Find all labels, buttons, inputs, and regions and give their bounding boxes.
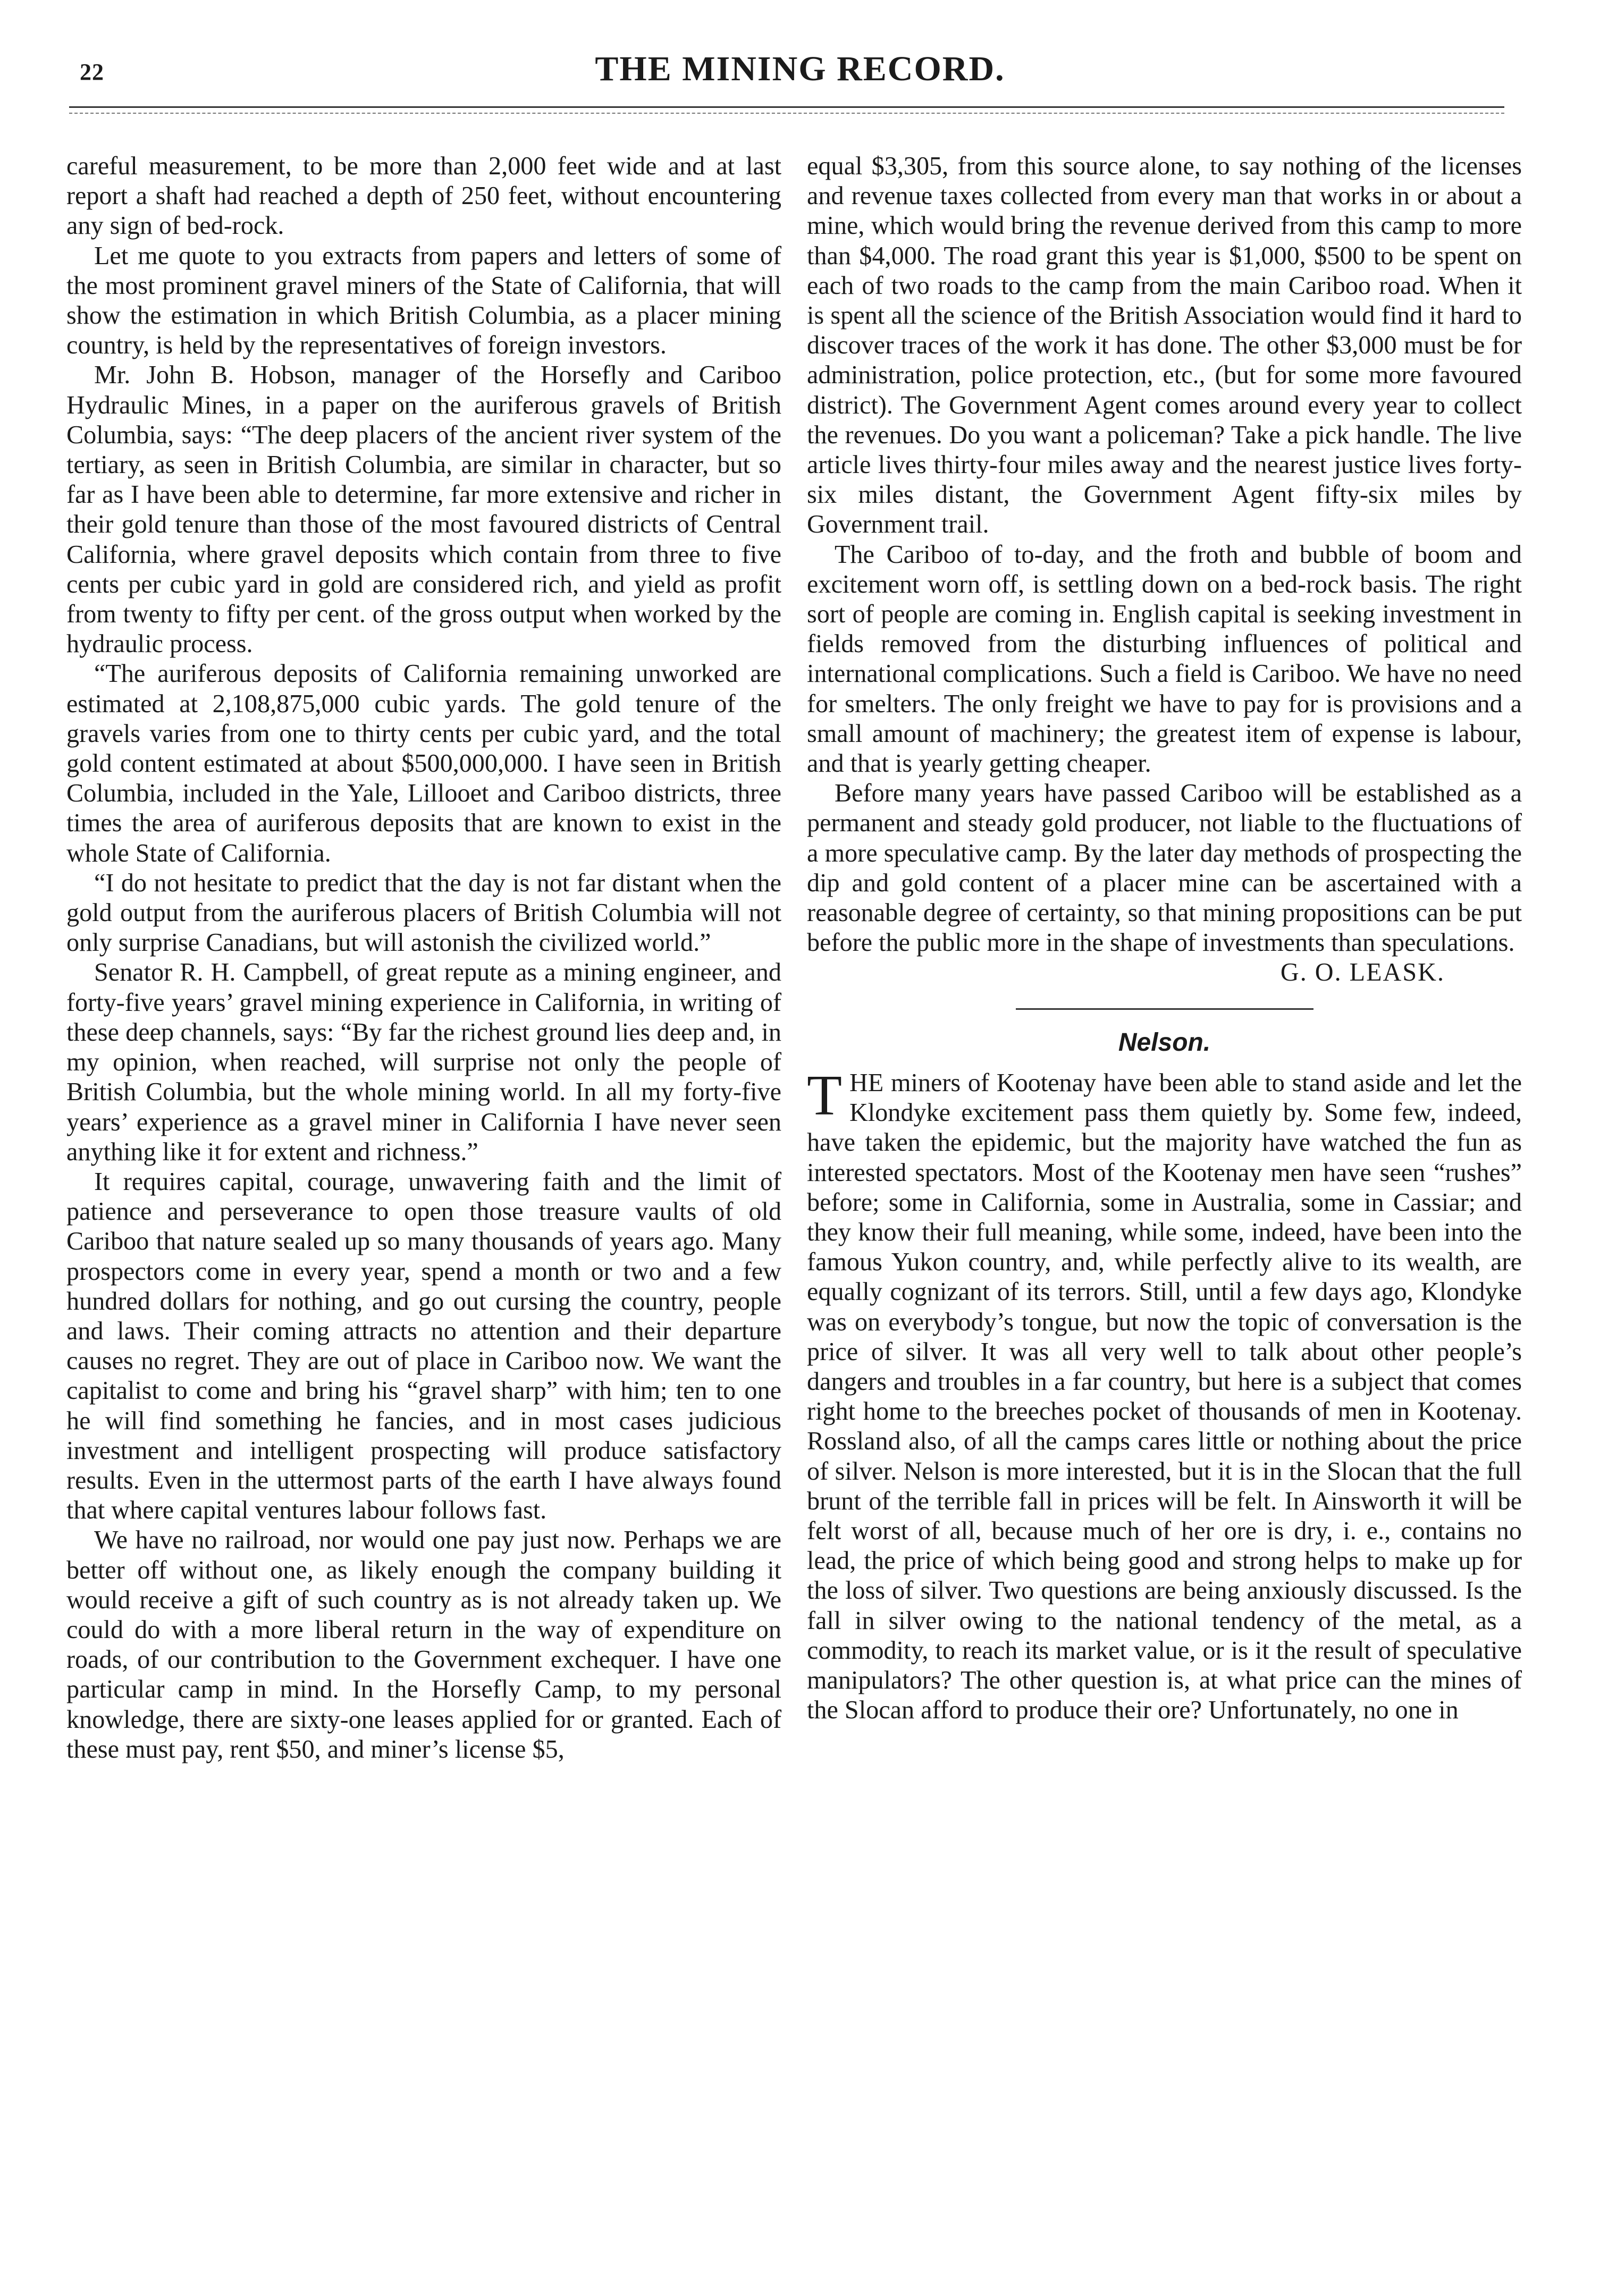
paragraph: Let me quote to you extracts from papers and letters of some of the most prominent gravel miners of the State of California, that will show the estimation in which British Columbia, as a placer mining country, is held by the representatives of foreign investors. bbox=[66, 241, 781, 360]
paragraph: “The auriferous deposits of California remaining unworked are estimated at 2,108,875,000 cubic yards. The gold tenure of the gravels varies from one to thirty cents per cubic yard, and the total gold content estimated at about $500,000,000. I have seen in British Columbia, included in the Yale, Lillooet and Cariboo districts, three times the area of auriferous deposits that are known to exist in the whole State of California. bbox=[66, 660, 781, 867]
section-divider bbox=[1016, 1008, 1313, 1010]
drop-cap: T bbox=[807, 1063, 842, 1127]
paragraph: It requires capital, courage, unwavering faith and the limit of patience and perseverance to open those treasure vaults of old Cariboo that nature sealed up so many thousands of years ago. Many prospectors come in every year, spend a month or two and a few hundred dollars for nothing, and go out cursing the country, people and laws. Their coming attracts no attention and their departure causes no regret. They are out of place in Cariboo now. We want the capitalist to come and bring his “gravel sharp” with him; ten to one he will find something he fancies, and in most cases judicious investment and intelligent prospecting will produce satisfactory results. Even in the uttermost parts of the earth I have always found that where capital ventures labour follows fast. bbox=[66, 1167, 781, 1525]
paragraph: equal $3,305, from this source alone, to say nothing of the licenses and revenue taxes collected from every man that works in or about a mine, which would bring the revenue derived from this camp to more than $4,000. The road grant this year is $1,000, $500 to be spent on each of two roads to the camp from the main Cariboo road. When it is spent all the science of the British Association would find it hard to discover traces of the work it has done. The other $3,000 must be for administration, police protection, etc., (but for some more favoured district). The Government Agent comes around every year to collect the revenues. Do you want a policeman? Take a pick handle. The live article lives thirty-four miles away and the nearest justice lives forty-six miles distant, the Government Agent fifty-six miles by Government trail. bbox=[807, 152, 1522, 539]
page-title: THE MINING RECORD. bbox=[595, 49, 1005, 88]
paragraph: Mr. John B. Hobson, manager of the Horsefly and Cariboo Hydraulic Mines, in a paper on the auriferous gravels of British Columbia, says: “The deep placers of the ancient river system of the tertiary, as seen in British Columbia, are similar in character, but so far as I have been able to determine, far more extensive and richer in their gold tenure than those of the most favoured districts of Central California, where gravel deposits which contain from three to five cents per cubic yard in gold are considered rich, and yield as profit from twenty to fifty per cent. of the gross output when worked by the hydraulic process. bbox=[66, 361, 781, 659]
header-rule bbox=[69, 106, 1504, 108]
paragraph: We have no railroad, nor would one pay just now. Perhaps we are better off without one, as likely enough the company building it would receive a gift of such country as is not already taken up. We could do with a more liberal return in the way of expenditure on roads, of our contribution to the Government exchequer. I have one particular camp in mind. In the Horsefly Camp, to my personal knowledge, there are sixty-one leases applied for or granted. Each of these must pay, rent $50, and miner’s license $5, bbox=[66, 1526, 781, 1763]
left-column bbox=[66, 151, 781, 1765]
paragraph: The Cariboo of to-day, and the froth and bubble of boom and excitement worn off, is settling down on a bed-rock basis. The right sort of people are coming in. English capital is seeking investment in fields removed from the disturbing influences of political and international complications. Such a field is Cariboo. We have no need for smelters. The only freight we have to pay for is provisions and a small amount of machinery; the greatest item of expense is labour, and that is yearly getting cheaper. bbox=[807, 540, 1522, 778]
right-column bbox=[807, 151, 1522, 1725]
paragraph: Senator R. H. Campbell, of great repute as a mining engineer, and forty-five years’ gravel mining experience in California, in writing of these deep channels, says: “By far the richest ground lies deep and, in my opinion, when reached, will surprise not only the people of British Columbia, but the whole mining world. In all my forty-five years’ experience as a gravel miner in California I have never seen anything like it for extent and richness.” bbox=[66, 958, 781, 1166]
paragraph: “I do not hesitate to predict that the day is not far distant when the gold output from the auriferous placers of British Columbia will not only surprise Canadians, but will astonish the civilized world.” bbox=[66, 868, 781, 957]
paragraph: careful measurement, to be more than 2,000 feet wide and at last report a shaft had reached a depth of 250 feet, without encountering any sign of bed-rock. bbox=[66, 152, 781, 240]
page-number: 22 bbox=[80, 59, 104, 85]
author-signature: G. O. LEASK. bbox=[1280, 958, 1445, 987]
paragraph-text: HE miners of Kootenay have been able to stand aside and let the Klondyke excitement pass them quietly by. Some few, indeed, have taken the epidemic, but the majority have watched the fun as interested spectators. Most of the Kootenay men have seen “rushes” before; some in California, some in Australia, some in Cassiar; and they know their full meaning, while some, indeed, have been into the famous Yukon country, and, while perfectly alive to its wealth, are equally cognizant of its terrors. Still, until a few days ago, Klondyke was on everybody’s tongue, but now the topic of conversation is the price of silver. It was all very well to talk about other people’s dangers and troubles in a far country, but here is a subject that comes right home to the breeches pocket of thousands of men in Kootenay. Rossland also, of all the camps cares little or nothing about the price of silver. Nelson is more interested, but it is in the Slocan that the full brunt of the terrible fall in prices will be felt. In Ainsworth it will be felt worst of all, because much of her ore is dry, i. e., contains no lead, the price of which being good and strong helps to make up for the loss of silver. Two questions are being anxiously discussed. Is the fall in silver owing to the national tendency of the metal, as a commodity, to reach its market value, or is it the result of speculative manipulators? The other question is, at what price can the mines of the Slocan afford to produce their ore? Unfortunately, no one in bbox=[807, 1068, 1522, 1725]
section-heading: Nelson. bbox=[1118, 1028, 1211, 1057]
paragraph: Before many years have passed Cariboo will be established as a permanent and steady gold producer, not liable to the fluctuations of a more speculative camp. By the later day methods of prospecting the dip and gold content of a placer mine can be ascertained with a reasonable degree of certainty, so that mining propositions can be put before the public more in the shape of investments than speculations. bbox=[807, 779, 1522, 957]
header-rule-dashed bbox=[69, 113, 1504, 114]
paragraph-with-dropcap bbox=[807, 1063, 1522, 1725]
